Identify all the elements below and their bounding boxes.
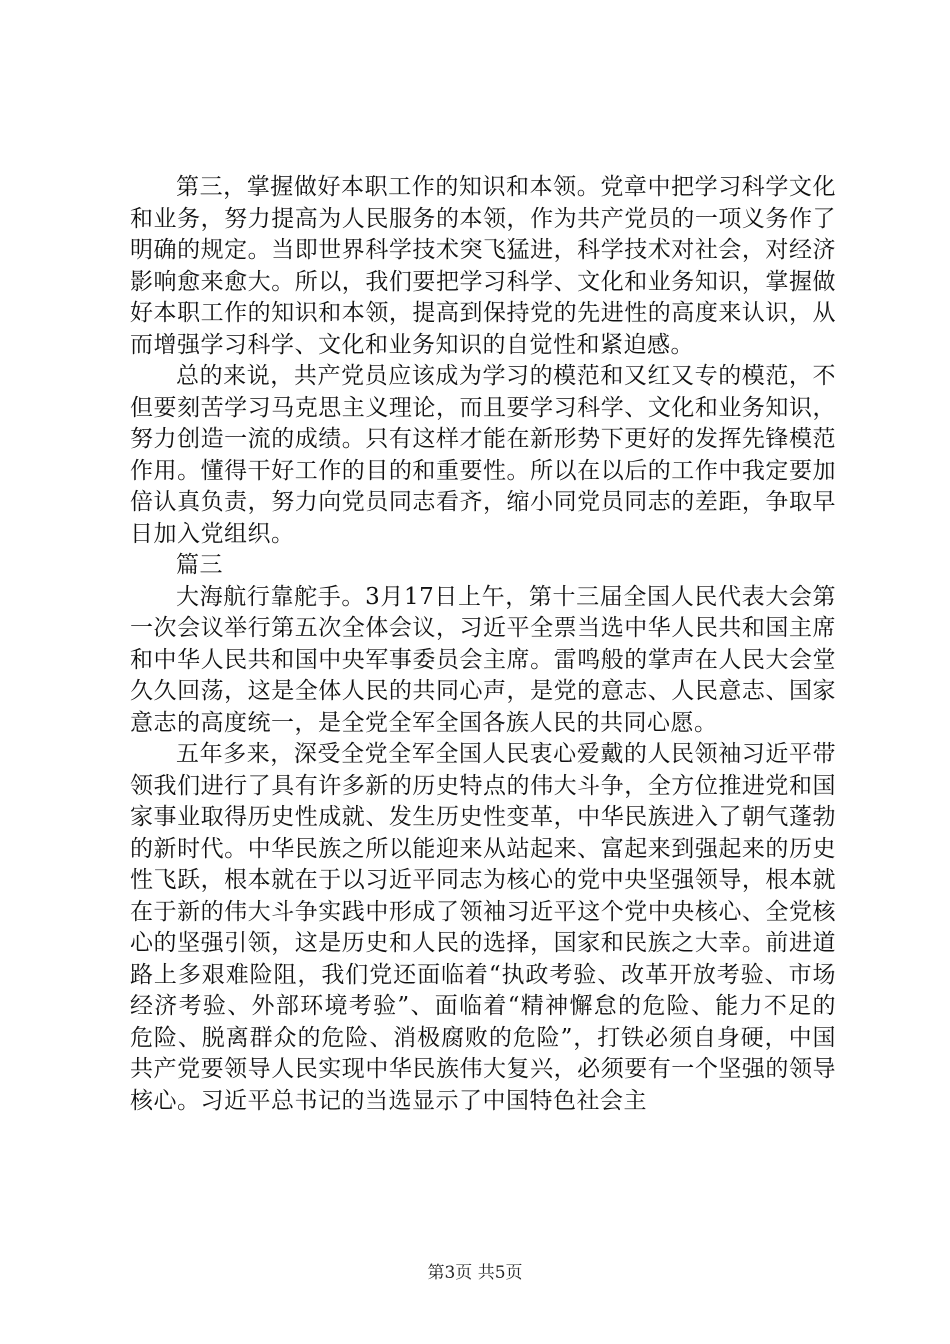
paragraph-election: 大海航行靠舵手。3月17日上午，第十三届全国人民代表大会第一次会议举行第五次全体会议，习近平全票当选中华人民共和国主席和中华人民共和国中央军事委员会主席。雷鸣般的掌声在人民大会堂久久回荡，这是全体人民的共同心声，是党的意志、人民意志、国家意志的高度统一，是全党全军全国各族人民的共同心愿。	[130, 583, 836, 736]
paragraph-five-years: 五年多来，深受全党全军全国人民衷心爱戴的人民领袖习近平带领我们进行了具有许多新的历史特点的伟大斗争，全方位推进党和国家事业取得历史性成就、发生历史性变革，中华民族进入了朝气蓬勃的新时代。中华民族之所以能迎来从站起来、富起来到强起来的历史性飞跃，根本就在于以习近平同志为核心的党中央坚强领导，根本就在于新的伟大斗争实践中形成了领袖习近平这个党中央核心、全党核心的坚强引领，这是历史和人民的选择，国家和民族之大幸。前进道路上多艰难险阻，我们党还面临着“执政考验、改革开放考验、市场经济考验、外部环境考验”、面临着“精神懈怠的危险、能力不足的危险、脱离群众的危险、消极腐败的危险”，打铁必须自身硬，中国共产党要领导人民实现中华民族伟大复兴，必须要有一个坚强的领导核心。习近平总书记的当选显示了中国特色社会主	[130, 741, 836, 1114]
paragraph-third-point: 第三，掌握做好本职工作的知识和本领。党章中把学习科学文化和业务，努力提高为人民服务的本领，作为共产党员的一项义务作了明确的规定。当即世界科学技术突飞猛进，科学技术对社会，对经济影响愈来愈大。所以，我们要把学习科学、文化和业务知识，掌握做好本职工作的知识和本领，提高到保持党的先进性的高度来认识，从而增强学习科学、文化和业务知识的自觉性和紧迫感。	[130, 174, 836, 358]
document-body	[130, 172, 836, 1117]
paragraph-summary: 总的来说，共产党员应该成为学习的模范和又红又专的模范，不但要刻苦学习马克思主义理论，而且要学习科学、文化和业务知识，努力创造一流的成绩。只有这样才能在新形势下更好的发挥先锋模范作用。懂得干好工作的目的和重要性。所以在以后的工作中我定要加倍认真负责，努力向党员同志看齐，缩小同党员同志的差距，争取早日加入党组织。	[130, 363, 836, 547]
section-heading: 篇三	[176, 552, 223, 578]
page-footer: 第3页 共5页	[427, 1263, 523, 1283]
